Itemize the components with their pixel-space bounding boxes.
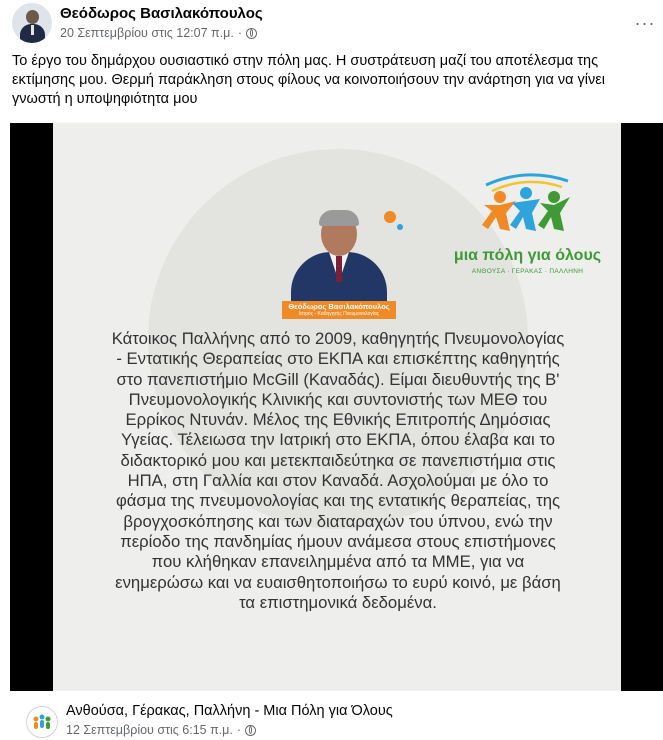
campaign-card	[53, 123, 621, 691]
post-header	[0, 0, 663, 46]
candidate-role: Ιατρός - Καθηγητής Πνευμονολογίας	[298, 311, 380, 317]
orange-dot	[384, 211, 396, 223]
globe-icon[interactable]	[245, 725, 256, 736]
logo-subtitle: ΑΝΘΟΥΣΑ · ΓΕΡΑΚΑΣ · ΠΑΛΛΗΝΗ	[471, 268, 584, 275]
post-meta	[60, 26, 257, 40]
post-text: Το έργο του δημάρχου ουσιαστικό στην πόλη μας. Η συστράτευση μαζί του αποτέλεσμα της εκτίμησης μου. Θερμή παράκληση στους φίλους να κοινοποιήσουν την ανάρτηση για να γίνει γνωστή η υποψηφιότητα μου	[12, 53, 605, 107]
page-logo-icon	[27, 707, 57, 737]
shared-page-meta	[66, 723, 256, 737]
shared-page-name[interactable]: Ανθούσα, Γέρακας, Παλλήνη - Μια Πόλη για Όλους	[66, 703, 393, 719]
post-date[interactable]: 20 Σεπτεμβρίου στις 12:07 π.μ.	[60, 26, 234, 40]
shared-page-header	[0, 691, 663, 740]
author-name[interactable]: Θεόδωρος Βασιλακόπουλος	[60, 5, 263, 22]
photo-tie	[336, 256, 342, 282]
candidate-name: Θεόδωρος Βασιλακόπουλος	[288, 302, 390, 311]
shared-date[interactable]: 12 Σεπτεμβρίου στις 6:15 π.μ.	[66, 723, 233, 737]
photo-hair	[319, 210, 359, 226]
candidate-photo	[283, 210, 395, 306]
page-avatar[interactable]	[26, 706, 58, 738]
candidate-bio: Κάτοικος Παλλήνης από το 2009, καθηγητής Πνευμονολογίας - Εντατικής Θεραπείας στο ΕΚΠΑ και επισκέπτης καθηγητής στο πανεπιστήμιο McGill (Καναδάς). Είμαι διευθυντής της Β' Πνευμονολογικής Κλινικής και συντονιστής των ΜΕΘ του Ερρίκος Ντυνάν. Μέλος της Εθνικής Επιτροπής Δημόσιας Υγείας. Τέλειωσα την Ιατρική στο ΕΚΠΑ, όπου έλαβα και το διδακτορικό μου και μετεκπαιδεύτηκα σε πανεπιστήμια στις ΗΠΑ, στη Γαλλία και στον Καναδά. Ασχολούμαι με όλο το φάσμα της πνευμονολογίας και της εντατικής θεραπείας, της βρογχοσκόπησης και των διαταραχών του ύπνου, ενώ την περίοδο της πανδημίας ήμουν ανάμεσα στους επιστήμονες που κλήθηκαν επανειλημμένα από τα ΜΜΕ, για να ενημερώσω και να ευαισθητοποιήσω το ευρύ κοινό, με βάση τα επιστημονικά δεδομένα.	[111, 329, 565, 612]
author-avatar[interactable]	[12, 3, 52, 43]
logo-title: μια πόλη για όλους	[453, 247, 602, 264]
globe-icon[interactable]	[246, 28, 257, 39]
blue-dot	[397, 224, 403, 230]
more-options-icon[interactable]: ···	[634, 13, 656, 33]
candidate-name-box	[282, 301, 396, 319]
post-image[interactable]	[10, 123, 663, 691]
logo-figures-icon	[476, 163, 576, 233]
avatar-head	[26, 10, 39, 24]
avatar-shirt	[31, 25, 34, 35]
meta-separator: ·	[237, 26, 242, 40]
shared-separator: ·	[236, 723, 242, 737]
